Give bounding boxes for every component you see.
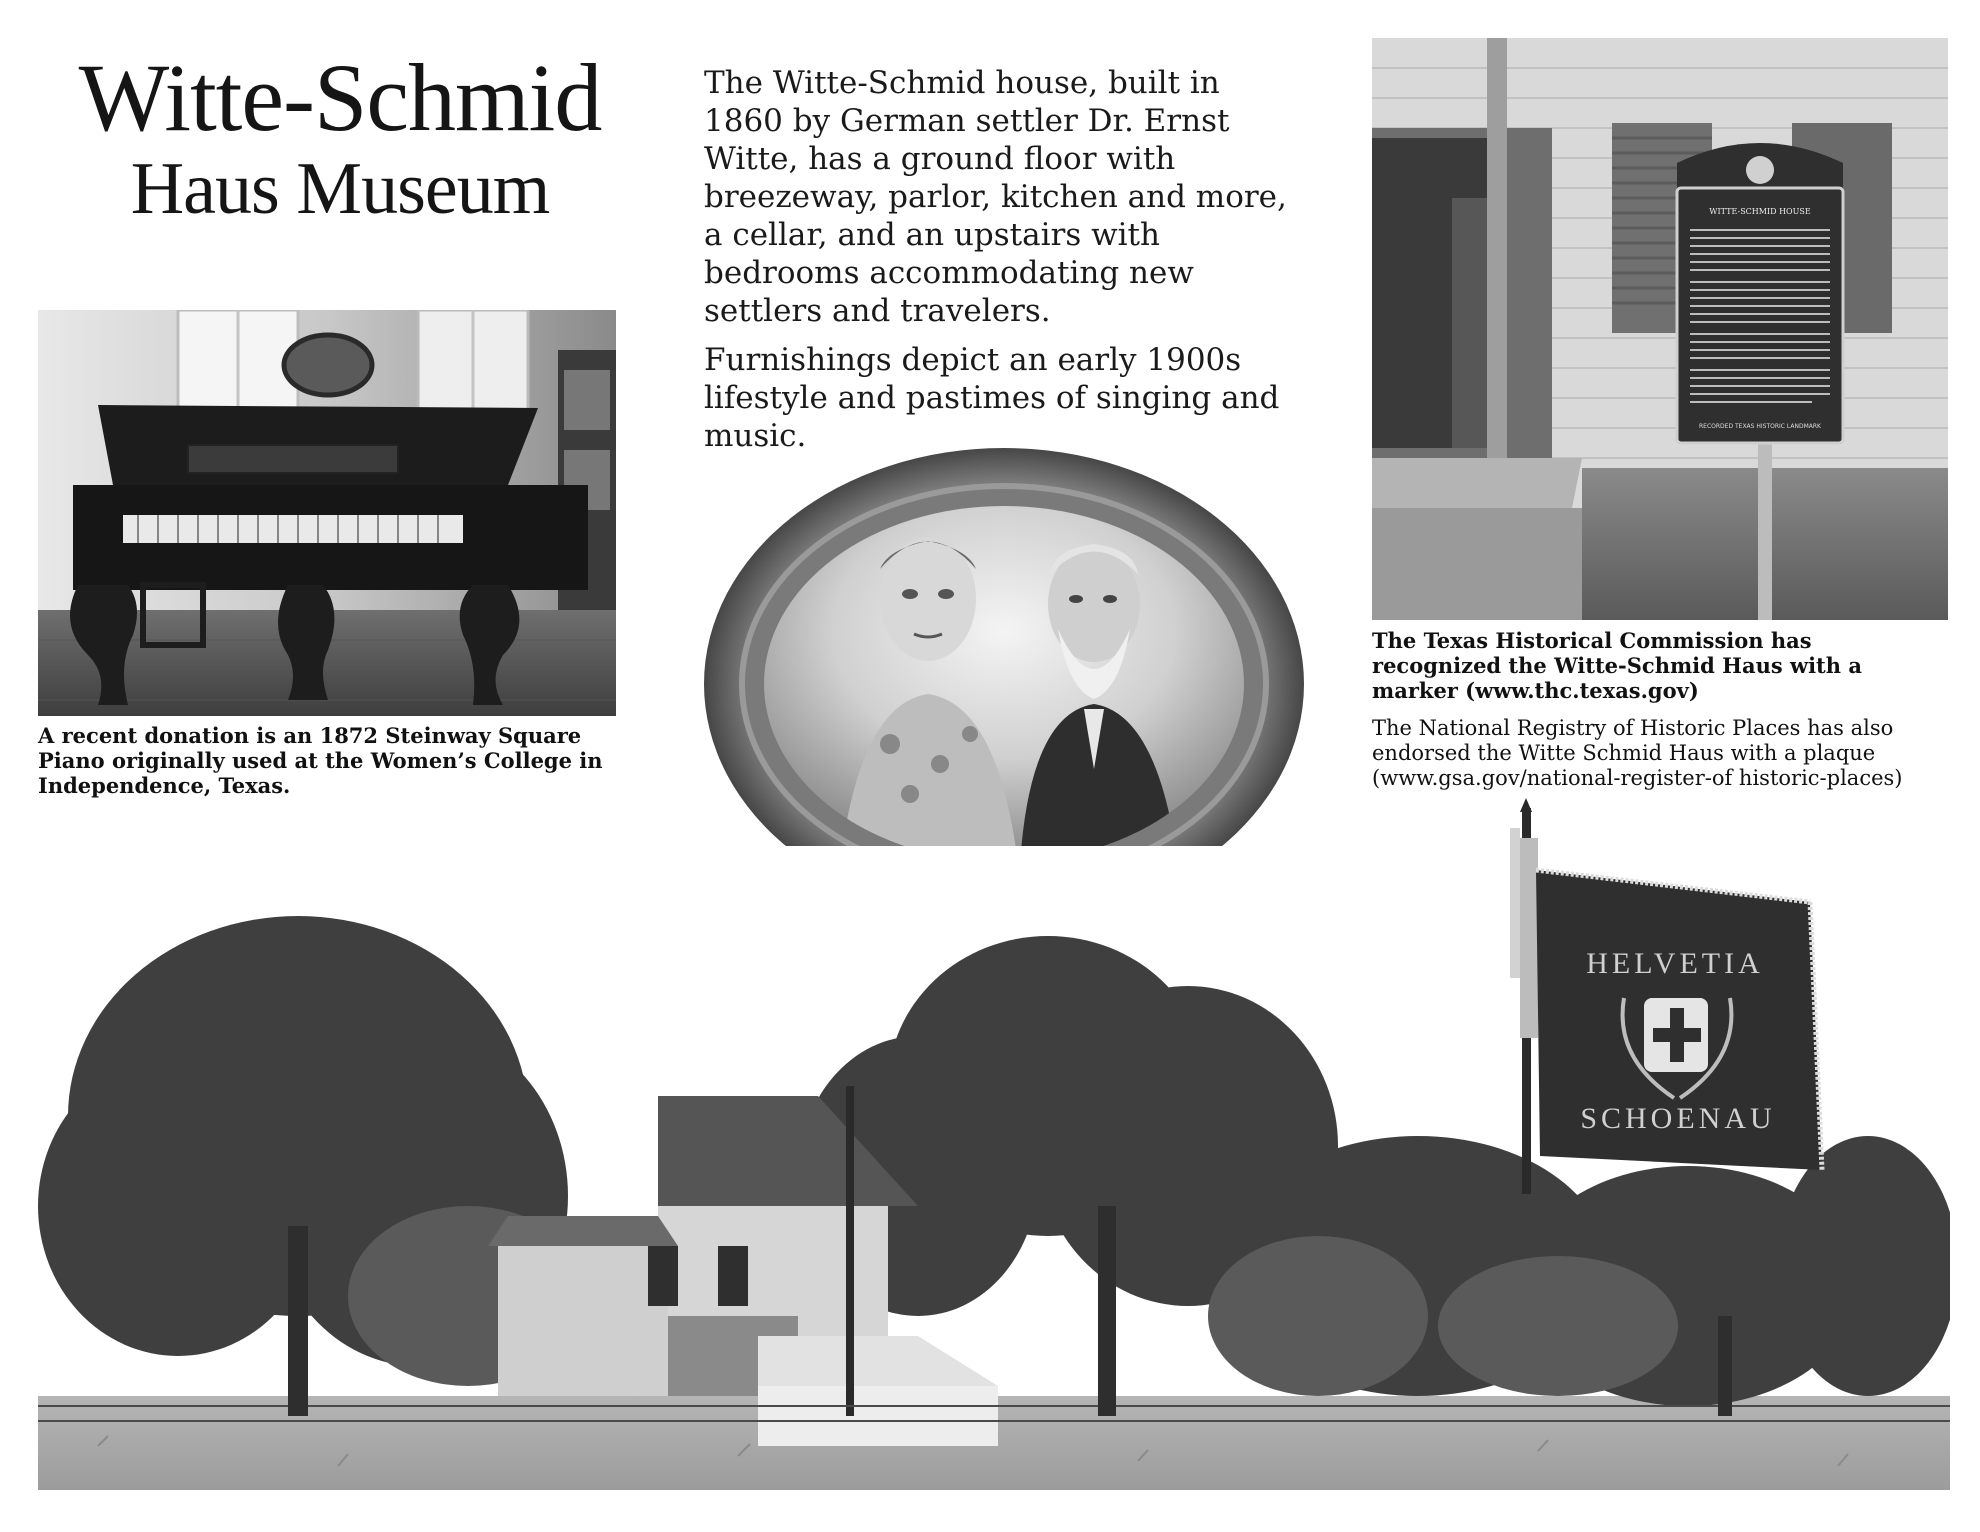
page-title bbox=[40, 44, 640, 232]
banner-bottom-word: SCHOENAU bbox=[1580, 1102, 1776, 1135]
title-line-1: Witte-Schmid bbox=[78, 44, 602, 151]
marker-caption-bold: The Texas Historical Commission has recognized the Witte-Schmid Haus with a marker (www.thc.texas.gov) bbox=[1372, 628, 1862, 703]
piano-caption: A recent donation is an 1872 Steinway Square Piano originally used at the Women’s College in Independence, Texas. bbox=[38, 723, 603, 798]
intro-text bbox=[704, 64, 1304, 466]
marker-plaque-footer: RECORDED TEXAS HISTORIC LANDMARK bbox=[1699, 423, 1821, 430]
piano-photo bbox=[38, 310, 616, 716]
banner-photo bbox=[1500, 798, 1840, 1194]
intro-paragraph-2: Furnishings depict an early 1900s lifestyle and pastimes of singing and music. bbox=[704, 342, 1280, 454]
marker-photo bbox=[1372, 38, 1948, 620]
banner-top-word: HELVETIA bbox=[1586, 947, 1764, 980]
marker-plaque-title: WITTE-SCHMID HOUSE bbox=[1709, 207, 1811, 216]
marker-caption-regular: The National Registry of Historic Places has also endorsed the Witte Schmid Haus with a plaque (www.gsa.gov/national-register-of historic-places) bbox=[1372, 716, 1903, 790]
intro-paragraph-1: The Witte-Schmid house, built in 1860 by German settler Dr. Ernst Witte, has a ground floor with breezeway, parlor, kitchen and more, a cellar, and an upstairs with bedrooms accommodating new settlers and travelers. bbox=[704, 65, 1287, 329]
title-line-2: Haus Museum bbox=[130, 148, 550, 230]
